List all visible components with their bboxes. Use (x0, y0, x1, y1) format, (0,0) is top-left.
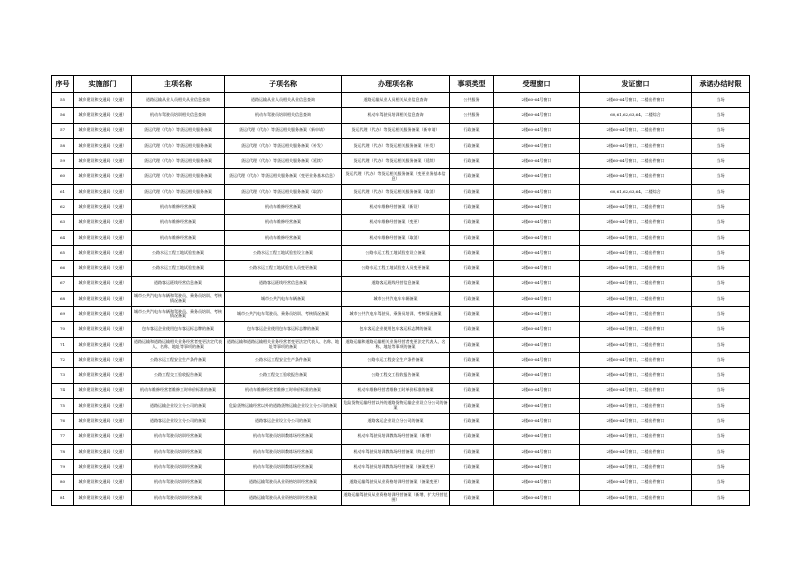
cell-no: 55 (52, 93, 74, 108)
cell-accept-window: 2楼60-64号窗口 (494, 398, 580, 413)
cell-no: 57 (52, 123, 74, 138)
cell-accept-window: 2楼60-64号窗口 (494, 475, 580, 490)
cell-dept: 城乡建设和交通局（交通） (74, 215, 132, 230)
cell-main-item: 机动车驾驶员培训经营备案 (132, 444, 225, 459)
cell-type: 行政备案 (450, 261, 494, 276)
cell-time-limit: 当场 (692, 200, 750, 215)
cell-main-item: 道路客运班线经营信息备案 (132, 276, 225, 291)
cell-issue-window: 2楼60-64号窗口，二楼出件窗口 (580, 276, 692, 291)
cell-main-item: 机动车驾驶员培训经营备案 (132, 429, 225, 444)
cell-dept: 城乡建设和交通局（交通） (74, 169, 132, 184)
cell-time-limit: 当场 (692, 291, 750, 306)
header-type: 事项类型 (450, 76, 494, 93)
cell-dept: 城乡建设和交通局（交通） (74, 154, 132, 169)
table-row (52, 93, 750, 108)
cell-issue-window: 2楼60-64号窗口，二楼出件窗口 (580, 169, 692, 184)
table-row (52, 108, 750, 123)
cell-accept-window: 2楼60-64号窗口 (494, 460, 580, 475)
cell-main-item: 机动车驾驶员培训经营备案 (132, 475, 225, 490)
cell-no: 60 (52, 169, 74, 184)
table-row (52, 307, 750, 322)
cell-handling-item: 道路客运企业设立分公司的备案 (342, 414, 450, 429)
cell-issue-window: 2楼60-64号窗口，二楼出件窗口 (580, 444, 692, 459)
cell-main-item: 道路运输企业设立分公司的备案 (132, 398, 225, 413)
cell-type: 行政备案 (450, 383, 494, 398)
cell-main-item: 道路运输从业人员相关从业信息查询 (132, 93, 225, 108)
cell-dept: 城乡建设和交通局（交通） (74, 460, 132, 475)
cell-accept-window: 2楼60-64号窗口 (494, 414, 580, 429)
cell-main-item: 机动车驾驶员培训相关信息查询 (132, 108, 225, 123)
cell-accept-window: 2楼60-64号窗口 (494, 490, 580, 505)
cell-dept: 城乡建设和交通局（交通） (74, 138, 132, 153)
cell-no: 69 (52, 307, 74, 322)
cell-no: 56 (52, 108, 74, 123)
cell-type: 行政备案 (450, 215, 494, 230)
table-row (52, 475, 750, 490)
cell-sub-item: 道路运输驾驶员从业资格培训经营备案 (225, 490, 342, 505)
cell-handling-item: 城市公共汽电车驾驶员、乘务员培训、考核情况备案 (342, 307, 450, 322)
cell-handling-item: 公路水运工程工地试验室人员变更备案 (342, 261, 450, 276)
cell-time-limit: 当场 (692, 169, 750, 184)
cell-sub-item: 危险货物运输经营以外的道路货物运输企业设立分公司的备案 (225, 398, 342, 413)
cell-no: 72 (52, 353, 74, 368)
cell-time-limit: 当场 (692, 123, 750, 138)
cell-sub-item: 道路客运班线经营信息备案 (225, 276, 342, 291)
cell-main-item: 机动车维修经营备案 (132, 215, 225, 230)
cell-no: 65 (52, 245, 74, 260)
table-row (52, 200, 750, 215)
cell-accept-window: 2楼60-64号窗口 (494, 93, 580, 108)
cell-issue-window: 2楼60-64号窗口，二楼出件窗口 (580, 215, 692, 230)
cell-issue-window: 2楼60-64号窗口，二楼出件窗口 (580, 200, 692, 215)
cell-time-limit: 当场 (692, 230, 750, 245)
cell-type: 行政备案 (450, 230, 494, 245)
cell-time-limit: 当场 (692, 215, 750, 230)
cell-sub-item: 机动车驾驶员培训教练场经营备案 (225, 444, 342, 459)
cell-main-item: 机动车维修经营备案 (132, 230, 225, 245)
cell-no: 76 (52, 414, 74, 429)
document-page (51, 75, 750, 506)
table-row (52, 245, 750, 260)
cell-time-limit: 当场 (692, 154, 750, 169)
cell-time-limit: 当场 (692, 108, 750, 123)
cell-dept: 城乡建设和交通局（交通） (74, 123, 132, 138)
cell-dept: 城乡建设和交通局（交通） (74, 291, 132, 306)
cell-sub-item: 机动车维修经营备案 (225, 230, 342, 245)
cell-type: 行政备案 (450, 245, 494, 260)
cell-dept: 城乡建设和交通局（交通） (74, 307, 132, 322)
cell-main-item: 机动车维修经营备案 (132, 200, 225, 215)
cell-dept: 城乡建设和交通局（交通） (74, 184, 132, 199)
cell-handling-item: 机动车维修经营者维修工时单价标准的备案 (342, 383, 450, 398)
cell-time-limit: 当场 (692, 337, 750, 352)
cell-main-item: 机动车维修经营者维修工时单价标准的备案 (132, 383, 225, 398)
cell-type: 行政备案 (450, 460, 494, 475)
cell-type: 行政备案 (450, 154, 494, 169)
cell-accept-window: 2楼60-64号窗口 (494, 245, 580, 260)
cell-dept: 城乡建设和交通局（交通） (74, 398, 132, 413)
cell-sub-item: 机动车维修经营备案 (225, 215, 342, 230)
cell-handling-item: 机动车驾驶员培训相关信息查询 (342, 108, 450, 123)
cell-handling-item: 机动车维修经营备案（新设） (342, 200, 450, 215)
cell-accept-window: 2楼60-64号窗口 (494, 261, 580, 276)
cell-dept: 城乡建设和交通局（交通） (74, 261, 132, 276)
cell-issue-window: 2楼60-64号窗口，二楼出件窗口 (580, 368, 692, 383)
cell-type: 行政备案 (450, 138, 494, 153)
cell-type: 行政备案 (450, 337, 494, 352)
cell-accept-window: 2楼60-64号窗口 (494, 322, 580, 337)
cell-sub-item: 公路水运工程工地试验室人员变更备案 (225, 261, 342, 276)
header-no: 序号 (52, 76, 74, 93)
cell-sub-item: 公路水运工程工地试验室设立备案 (225, 245, 342, 260)
header-row (52, 76, 750, 93)
header-time-limit: 承诺办结时限 (692, 76, 750, 93)
cell-main-item: 城市公共汽电车车辆和驾驶员、乘务员培训、考核情况备案 (132, 307, 225, 322)
cell-sub-item: 道路客运企业设立分公司的备案 (225, 414, 342, 429)
cell-type: 行政备案 (450, 123, 494, 138)
cell-main-item: 货运代理（代办）等货运相关服务备案 (132, 138, 225, 153)
cell-accept-window: 2楼60-64号窗口 (494, 184, 580, 199)
cell-sub-item: 机动车驾驶员培训教练场经营备案 (225, 460, 342, 475)
cell-issue-window: 2楼60-64号窗口，二楼出件窗口 (580, 460, 692, 475)
table-row (52, 184, 750, 199)
cell-type: 行政备案 (450, 307, 494, 322)
cell-sub-item: 道路运输从业人员相关从业信息查询 (225, 93, 342, 108)
cell-dept: 城乡建设和交通局（交通） (74, 383, 132, 398)
cell-time-limit: 当场 (692, 276, 750, 291)
cell-handling-item: 公路水运工程工地试验室设立备案 (342, 245, 450, 260)
cell-main-item: 城市公共汽电车车辆和驾驶员、乘务员培训、考核情况备案 (132, 291, 225, 306)
cell-dept: 城乡建设和交通局（交通） (74, 490, 132, 505)
cell-handling-item: 货运代理（代办）等货运相关服务备案（取消） (342, 184, 450, 199)
cell-sub-item: 机动车维修经营者维修工时单价标准的备案 (225, 383, 342, 398)
cell-no: 59 (52, 154, 74, 169)
cell-no: 80 (52, 475, 74, 490)
cell-accept-window: 2楼60-64号窗口 (494, 444, 580, 459)
cell-no: 71 (52, 337, 74, 352)
cell-no: 66 (52, 261, 74, 276)
cell-handling-item: 机动车驾驶员培训教练场经营备案（备案变更） (342, 460, 450, 475)
cell-no: 74 (52, 383, 74, 398)
cell-main-item: 道路运输和道路运输相关业务经营者变更法定代表人、名称、地址等事项的备案 (132, 337, 225, 352)
table-row (52, 138, 750, 153)
cell-accept-window: 2楼60-64号窗口 (494, 154, 580, 169)
cell-dept: 城乡建设和交通局（交通） (74, 93, 132, 108)
cell-handling-item: 机动车维修经营备案（取消） (342, 230, 450, 245)
cell-sub-item: 货运代理（代办）等货运相关服务备案（新申请） (225, 123, 342, 138)
cell-sub-item: 公路水运工程安全生产条件备案 (225, 353, 342, 368)
header-handling-item: 办理项名称 (342, 76, 450, 93)
cell-dept: 城乡建设和交通局（交通） (74, 444, 132, 459)
cell-time-limit: 当场 (692, 429, 750, 444)
cell-issue-window: 60,61,62,63,64，二楼综合 (580, 184, 692, 199)
table-row (52, 322, 750, 337)
cell-main-item: 公路水运工程安全生产条件备案 (132, 353, 225, 368)
cell-handling-item: 机动车驾驶员培训教练场经营备案（终止经营） (342, 444, 450, 459)
cell-accept-window: 2楼60-64号窗口 (494, 108, 580, 123)
cell-accept-window: 2楼60-64号窗口 (494, 230, 580, 245)
cell-main-item: 公路水运工程工地试验室备案 (132, 261, 225, 276)
cell-issue-window: 2楼60-64号窗口，二楼出件窗口 (580, 337, 692, 352)
cell-main-item: 货运代理（代办）等货运相关服务备案 (132, 123, 225, 138)
cell-handling-item: 城市公共汽电车车辆备案 (342, 291, 450, 306)
cell-time-limit: 当场 (692, 138, 750, 153)
cell-sub-item: 货运代理（代办）等货运相关服务备案（补发） (225, 138, 342, 153)
cell-type: 公共服务 (450, 93, 494, 108)
cell-no: 77 (52, 429, 74, 444)
cell-type: 行政备案 (450, 276, 494, 291)
cell-handling-item: 货运代理（代办）等货运相关服务备案（新申请） (342, 123, 450, 138)
cell-dept: 城乡建设和交通局（交通） (74, 337, 132, 352)
cell-no: 62 (52, 200, 74, 215)
table-row (52, 490, 750, 505)
cell-main-item: 包车客运企业使用包车客运标志牌的备案 (132, 322, 225, 337)
table-row (52, 154, 750, 169)
cell-time-limit: 当场 (692, 184, 750, 199)
table-row (52, 383, 750, 398)
cell-type: 行政备案 (450, 475, 494, 490)
cell-main-item: 公路工程交工验收报告备案 (132, 368, 225, 383)
service-table (51, 75, 750, 506)
cell-dept: 城乡建设和交通局（交通） (74, 429, 132, 444)
cell-sub-item: 公路工程交工验收报告备案 (225, 368, 342, 383)
cell-issue-window: 2楼60-64号窗口，二楼出件窗口 (580, 353, 692, 368)
table-row (52, 398, 750, 413)
cell-handling-item: 公路工程交工验收报告备案 (342, 368, 450, 383)
cell-sub-item: 货运代理（代办）等货运相关服务备案（变更业务基本信息） (225, 169, 342, 184)
cell-accept-window: 2楼60-64号窗口 (494, 307, 580, 322)
cell-handling-item: 货运代理（代办）等货运相关服务备案（补发） (342, 138, 450, 153)
cell-type: 行政备案 (450, 398, 494, 413)
cell-time-limit: 当场 (692, 490, 750, 505)
cell-no: 58 (52, 138, 74, 153)
cell-sub-item: 货运代理（代办）等货运相关服务备案（取消） (225, 184, 342, 199)
cell-sub-item: 货运代理（代办）等货运相关服务备案（延续） (225, 154, 342, 169)
cell-time-limit: 当场 (692, 353, 750, 368)
header-main-item: 主项名称 (132, 76, 225, 93)
cell-dept: 城乡建设和交通局（交通） (74, 368, 132, 383)
cell-time-limit: 当场 (692, 368, 750, 383)
cell-accept-window: 2楼60-64号窗口 (494, 383, 580, 398)
cell-dept: 城乡建设和交通局（交通） (74, 475, 132, 490)
cell-handling-item: 货运代理（代办）等货运相关服务备案（延续） (342, 154, 450, 169)
cell-issue-window: 2楼60-64号窗口，二楼出件窗口 (580, 383, 692, 398)
cell-time-limit: 当场 (692, 460, 750, 475)
cell-issue-window: 2楼60-64号窗口，二楼出件窗口 (580, 93, 692, 108)
cell-type: 行政备案 (450, 200, 494, 215)
table-row (52, 368, 750, 383)
cell-main-item: 货运代理（代办）等货运相关服务备案 (132, 169, 225, 184)
cell-no: 63 (52, 215, 74, 230)
cell-issue-window: 2楼60-64号窗口，二楼出件窗口 (580, 429, 692, 444)
cell-handling-item: 道路运输和道路运输相关业务经营者变更法定代表人、名称、地址等事项的备案 (342, 337, 450, 352)
cell-dept: 城乡建设和交通局（交通） (74, 276, 132, 291)
cell-time-limit: 当场 (692, 414, 750, 429)
cell-issue-window: 2楼60-64号窗口，二楼出件窗口 (580, 398, 692, 413)
cell-time-limit: 当场 (692, 398, 750, 413)
cell-time-limit: 当场 (692, 383, 750, 398)
cell-handling-item: 危险货物运输经营以外的道路货物运输企业设立分公司的备案 (342, 398, 450, 413)
cell-sub-item: 道路运输和道路运输相关业务经营者变更法定代表人、名称、地址等事项的备案 (225, 337, 342, 352)
table-row (52, 414, 750, 429)
cell-handling-item: 道路客运班线经营信息备案 (342, 276, 450, 291)
cell-time-limit: 当场 (692, 245, 750, 260)
table-row (52, 353, 750, 368)
table-row (52, 169, 750, 184)
cell-handling-item: 公路水运工程安全生产条件备案 (342, 353, 450, 368)
cell-sub-item: 机动车驾驶员培训相关信息查询 (225, 108, 342, 123)
cell-type: 行政备案 (450, 184, 494, 199)
cell-type: 行政备案 (450, 322, 494, 337)
cell-handling-item: 机动车驾驶员培训教练场经营备案（新增） (342, 429, 450, 444)
cell-sub-item: 城市公共汽电车车辆备案 (225, 291, 342, 306)
cell-accept-window: 2楼60-64号窗口 (494, 169, 580, 184)
header-sub-item: 子项名称 (225, 76, 342, 93)
cell-accept-window: 2楼60-64号窗口 (494, 138, 580, 153)
cell-issue-window: 2楼60-64号窗口，二楼出件窗口 (580, 123, 692, 138)
cell-type: 公共服务 (450, 108, 494, 123)
table-body (52, 93, 750, 506)
cell-handling-item: 货运代理（代办）等货运相关服务备案（变更业务基本信息） (342, 169, 450, 184)
cell-issue-window: 60,61,62,63,64，二楼综合 (580, 108, 692, 123)
cell-time-limit: 当场 (692, 93, 750, 108)
cell-type: 行政备案 (450, 353, 494, 368)
cell-sub-item: 城市公共汽电车驾驶员、乘务员培训、考核情况备案 (225, 307, 342, 322)
header-dept: 实施部门 (74, 76, 132, 93)
cell-handling-item: 包车客运企业使用包车客运标志牌的备案 (342, 322, 450, 337)
cell-issue-window: 2楼60-64号窗口，二楼出件窗口 (580, 490, 692, 505)
cell-type: 行政备案 (450, 291, 494, 306)
cell-no: 79 (52, 460, 74, 475)
table-row (52, 444, 750, 459)
table-row (52, 460, 750, 475)
cell-handling-item: 道路运输驾驶员从业资格培训经营备案（备案变更） (342, 475, 450, 490)
cell-issue-window: 2楼60-64号窗口，二楼出件窗口 (580, 261, 692, 276)
cell-sub-item: 机动车驾驶员培训教练场经营备案 (225, 429, 342, 444)
cell-sub-item: 道路运输驾驶员从业资格培训经营备案 (225, 475, 342, 490)
cell-sub-item: 包车客运企业使用包车客运标志牌的备案 (225, 322, 342, 337)
cell-accept-window: 2楼60-64号窗口 (494, 276, 580, 291)
cell-type: 行政备案 (450, 414, 494, 429)
cell-accept-window: 2楼60-64号窗口 (494, 337, 580, 352)
cell-dept: 城乡建设和交通局（交通） (74, 414, 132, 429)
table-row (52, 429, 750, 444)
table-row (52, 276, 750, 291)
cell-no: 61 (52, 184, 74, 199)
cell-time-limit: 当场 (692, 261, 750, 276)
cell-issue-window: 2楼60-64号窗口，二楼出件窗口 (580, 230, 692, 245)
cell-handling-item: 道路运输从业人员相关从业信息查询 (342, 93, 450, 108)
cell-type: 行政备案 (450, 169, 494, 184)
table-row (52, 215, 750, 230)
cell-issue-window: 2楼60-64号窗口，二楼出件窗口 (580, 245, 692, 260)
cell-main-item: 货运代理（代办）等货运相关服务备案 (132, 154, 225, 169)
cell-issue-window: 2楼60-64号窗口，二楼出件窗口 (580, 322, 692, 337)
cell-accept-window: 2楼60-64号窗口 (494, 123, 580, 138)
cell-handling-item: 道路运输驾驶员从业资格培训经营备案（新增、扩大经营范围） (342, 490, 450, 505)
cell-accept-window: 2楼60-64号窗口 (494, 353, 580, 368)
cell-time-limit: 当场 (692, 444, 750, 459)
cell-main-item: 机动车驾驶员培训经营备案 (132, 490, 225, 505)
header-issue-window: 发证窗口 (580, 76, 692, 93)
table-row (52, 291, 750, 306)
cell-sub-item: 机动车维修经营备案 (225, 200, 342, 215)
cell-main-item: 公路水运工程工地试验室备案 (132, 245, 225, 260)
cell-type: 行政备案 (450, 490, 494, 505)
cell-time-limit: 当场 (692, 322, 750, 337)
cell-dept: 城乡建设和交通局（交通） (74, 322, 132, 337)
cell-dept: 城乡建设和交通局（交通） (74, 200, 132, 215)
cell-issue-window: 2楼60-64号窗口，二楼出件窗口 (580, 475, 692, 490)
cell-main-item: 货运代理（代办）等货运相关服务备案 (132, 184, 225, 199)
cell-type: 行政备案 (450, 429, 494, 444)
cell-time-limit: 当场 (692, 307, 750, 322)
cell-accept-window: 2楼60-64号窗口 (494, 429, 580, 444)
table-row (52, 261, 750, 276)
cell-main-item: 机动车驾驶员培训经营备案 (132, 460, 225, 475)
cell-no: 67 (52, 276, 74, 291)
cell-dept: 城乡建设和交通局（交通） (74, 353, 132, 368)
cell-issue-window: 2楼60-64号窗口，二楼出件窗口 (580, 138, 692, 153)
cell-main-item: 道路客运企业设立分公司的备案 (132, 414, 225, 429)
cell-no: 73 (52, 368, 74, 383)
cell-dept: 城乡建设和交通局（交通） (74, 245, 132, 260)
cell-accept-window: 2楼60-64号窗口 (494, 215, 580, 230)
table-row (52, 337, 750, 352)
cell-no: 68 (52, 291, 74, 306)
cell-no: 78 (52, 444, 74, 459)
cell-handling-item: 机动车维修经营备案（变更） (342, 215, 450, 230)
cell-type: 行政备案 (450, 368, 494, 383)
header-accept-window: 受理窗口 (494, 76, 580, 93)
cell-time-limit: 当场 (692, 475, 750, 490)
cell-issue-window: 2楼60-64号窗口，二楼出件窗口 (580, 154, 692, 169)
table-row (52, 230, 750, 245)
cell-type: 行政备案 (450, 444, 494, 459)
cell-accept-window: 2楼60-64号窗口 (494, 200, 580, 215)
cell-dept: 城乡建设和交通局（交通） (74, 230, 132, 245)
cell-dept: 城乡建设和交通局（交通） (74, 108, 132, 123)
cell-issue-window: 2楼60-64号窗口，二楼出件窗口 (580, 414, 692, 429)
cell-accept-window: 2楼60-64号窗口 (494, 368, 580, 383)
cell-no: 64 (52, 230, 74, 245)
cell-no: 81 (52, 490, 74, 505)
cell-accept-window: 2楼60-64号窗口 (494, 291, 580, 306)
cell-no: 70 (52, 322, 74, 337)
cell-issue-window: 2楼60-64号窗口，二楼出件窗口 (580, 291, 692, 306)
cell-no: 75 (52, 398, 74, 413)
cell-issue-window: 2楼60-64号窗口，二楼出件窗口 (580, 307, 692, 322)
table-row (52, 123, 750, 138)
